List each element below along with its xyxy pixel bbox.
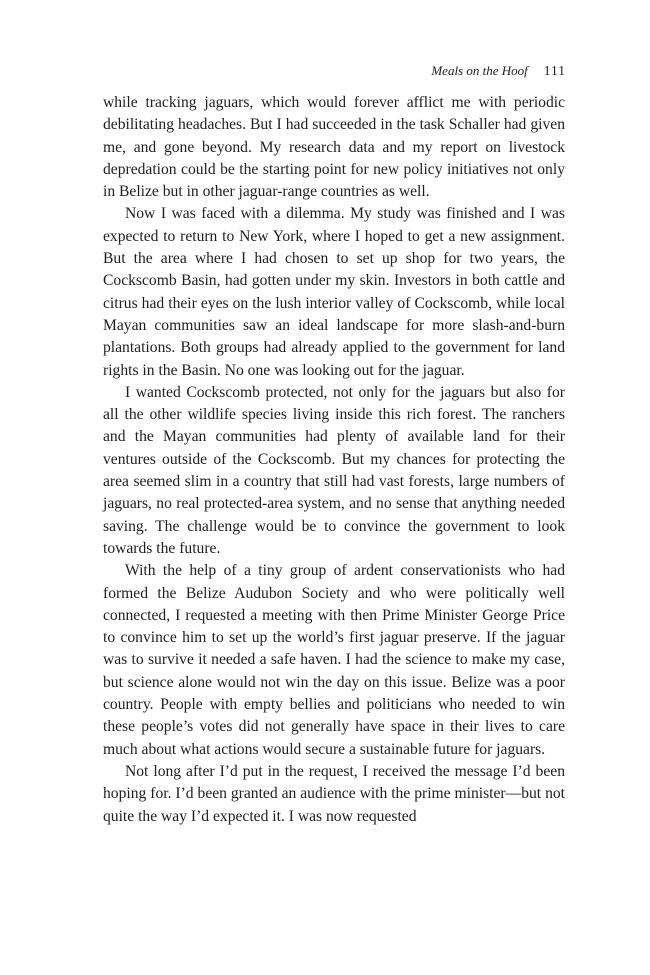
paragraph-3: I wanted Cockscomb protected, not only for the jaguars but also for all the other wildlife species living inside this rich forest. The ranchers and the Mayan communities had plenty of available land for their ventures outside of the Cockscomb. But my chances for protecting the area seemed slim in a country that still had vast forests, large numbers of jaguars, no real protected-area system, and no sense that anything needed saving. The challenge would be to convince the government to look towards the future.: [103, 383, 565, 557]
running-head: [431, 63, 566, 79]
paragraph-5: Not long after I’d put in the request, I received the message I’d been hoping for. I’d been granted an audience with the prime minister—but not quite the way I’d expected it. I was now requested: [103, 762, 565, 825]
paragraph-4: With the help of a tiny group of ardent conservationists who had formed the Belize Audubon Society and who were politically well connected, I requested a meeting with then Prime Minister George Price to convince him to set up the world’s first jaguar preserve. If the jaguar was to survive it needed a safe haven. I had the science to make my case, but science alone would not win the day on this issue. Belize was a poor country. People with empty bellies and politicians who needed to win these people’s votes did not generally have space in their lives to care much about what actions would secure a sustainable future for jaguars.: [103, 562, 565, 758]
paragraph-1: while tracking jaguars, which would forever afflict me with periodic debilitating headaches. But I had succeeded in the task Schaller had given me, and gone beyond. My research data and my report on livestock depredation could be the starting point for new policy initiatives not only in Belize but in other jaguar-range countries as well.: [103, 94, 565, 201]
paragraph-2: Now I was faced with a dilemma. My study was finished and I was expected to return to New York, where I hoped to get a new assignment. But the area where I had chosen to set up shop for two years, the Cockscomb Basin, had gotten under my skin. Investors in both cattle and citrus had their eyes on the lush interior valley of Cockscomb, while local Mayan communities saw an ideal landscape for more slash-and-burn plantations. Both groups had already applied to the government for land rights in the Basin. No one was looking out for the jaguar.: [103, 205, 565, 379]
running-title: Meals on the Hoof: [431, 63, 528, 78]
body-text: [103, 92, 565, 828]
page-number: 111: [543, 63, 566, 78]
